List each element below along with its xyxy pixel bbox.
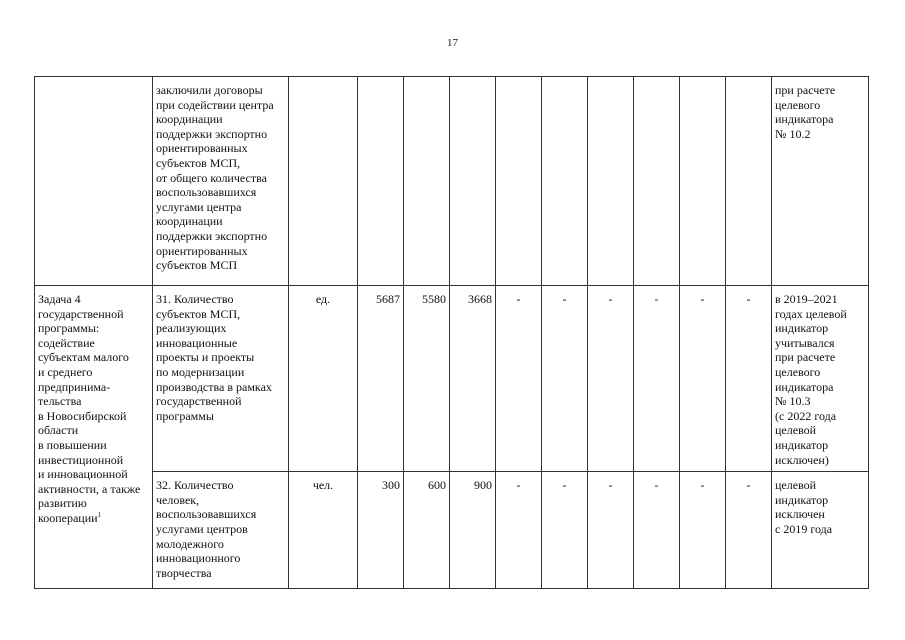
- note-cell: [772, 472, 869, 589]
- value-cell: 300: [358, 472, 404, 589]
- task-text: и инновационной: [38, 467, 128, 482]
- value-cell: -: [496, 286, 542, 472]
- indicator-text: 31. Количество: [156, 292, 234, 306]
- indicator-text: человек,: [156, 492, 200, 507]
- note-text: № 10.3: [775, 394, 811, 409]
- value-cell-empty: [634, 77, 680, 286]
- indicator-text: субъектов МСП: [156, 258, 238, 273]
- value-cell: -: [588, 472, 634, 589]
- task-text: тельства: [38, 394, 82, 409]
- value-cell: -: [680, 286, 726, 472]
- indicator-cell: [153, 472, 289, 589]
- task-cell-empty: [35, 77, 153, 286]
- indicator-text: производства в рамках: [156, 379, 272, 394]
- note-text: индикатора: [775, 112, 834, 127]
- indicator-text: субъектов МСП,: [156, 155, 241, 170]
- value-cell-empty: [404, 77, 450, 286]
- value-cell: 5687: [358, 286, 404, 472]
- value-cell-empty: [358, 77, 404, 286]
- note-text: при расчете: [775, 350, 836, 365]
- indicator-text: поддержки экспортно: [156, 228, 268, 243]
- task-text: кооперации: [38, 510, 98, 525]
- task-text: активности, а также: [38, 481, 141, 496]
- note-text: целевой: [775, 423, 817, 438]
- value-cell: -: [496, 472, 542, 589]
- indicator-text: субъектов МСП,: [156, 306, 241, 321]
- task-text: программы:: [38, 321, 100, 336]
- page-number: 17: [447, 37, 458, 49]
- note-text: № 10.2: [775, 126, 811, 141]
- indicator-text: инновационного: [156, 551, 241, 566]
- table-row-32: [35, 472, 869, 589]
- indicator-text: заключили договоры: [156, 83, 263, 97]
- indicator-text: воспользовавшихся: [156, 507, 257, 522]
- task-cell: [35, 286, 153, 589]
- task-text: инвестиционной: [38, 452, 124, 467]
- indicator-text: молодежного: [156, 536, 224, 551]
- value-cell: 3668: [450, 286, 496, 472]
- unit-cell-empty: [289, 77, 358, 286]
- indicator-text: услугами центра: [156, 199, 242, 214]
- indicator-text: государственной: [156, 394, 242, 409]
- value-cell-empty: [496, 77, 542, 286]
- note-text: исключен: [775, 507, 825, 522]
- indicator-cell: [153, 286, 289, 472]
- note-text: индикатор: [775, 437, 829, 452]
- task-text: предпринима-: [38, 379, 111, 394]
- indicator-text: координации: [156, 214, 223, 229]
- indicator-text: 32. Количество: [156, 478, 234, 493]
- task-text: содействие: [38, 335, 95, 350]
- value-cell-empty: [450, 77, 496, 286]
- note-text: годах целевой: [775, 306, 847, 321]
- indicator-text: воспользовавшихся: [156, 185, 257, 200]
- note-text: исключен): [775, 452, 829, 467]
- value-cell: -: [634, 286, 680, 472]
- indicator-text: творчества: [156, 565, 212, 580]
- note-text: индикатора: [775, 379, 834, 394]
- value-cell-empty: [588, 77, 634, 286]
- task-text: государственной: [38, 306, 124, 321]
- value-cell: -: [588, 286, 634, 472]
- note-text: (с 2022 года: [775, 408, 837, 423]
- note-text: индикатор: [775, 492, 829, 507]
- indicator-text: поддержки экспортно: [156, 126, 268, 141]
- indicator-text: ориентированных: [156, 243, 248, 258]
- table-row-continued: [35, 77, 869, 286]
- note-text: при расчете: [775, 83, 836, 97]
- indicators-table: [34, 76, 869, 589]
- note-text: с 2019 года: [775, 521, 833, 536]
- indicator-text: услугами центров: [156, 521, 248, 536]
- note-cell: [772, 286, 869, 472]
- value-cell-empty: [726, 77, 772, 286]
- value-cell: 600: [404, 472, 450, 589]
- indicator-text: инновационные: [156, 335, 238, 350]
- indicator-text: ориентированных: [156, 141, 248, 156]
- value-cell: -: [680, 472, 726, 589]
- note-text: учитывался: [775, 335, 835, 350]
- note-text: целевого: [775, 97, 821, 112]
- indicator-text: реализующих: [156, 321, 227, 336]
- value-cell-empty: [680, 77, 726, 286]
- footnote-mark: 1: [97, 510, 102, 519]
- note-text: целевого: [775, 364, 821, 379]
- indicator-text: координации: [156, 112, 223, 127]
- unit-cell: чел.: [289, 472, 358, 589]
- note-text: целевой: [775, 478, 817, 493]
- value-cell: 900: [450, 472, 496, 589]
- note-text: в 2019–2021: [775, 292, 838, 306]
- table-row-31: [35, 286, 869, 472]
- task-text: Задача 4: [38, 292, 81, 306]
- value-cell: -: [726, 472, 772, 589]
- task-text: в повышении: [38, 437, 107, 452]
- note-text: индикатор: [775, 321, 829, 336]
- task-text: субъектам малого: [38, 350, 129, 365]
- indicator-text: по модернизации: [156, 364, 245, 379]
- value-cell: -: [634, 472, 680, 589]
- indicator-text: при содействии центра: [156, 97, 274, 112]
- indicator-text: программы: [156, 408, 214, 423]
- task-text: развитию: [38, 496, 87, 511]
- task-text: области: [38, 423, 79, 438]
- task-text: и среднего: [38, 364, 93, 379]
- task-text: в Новосибирской: [38, 408, 127, 423]
- value-cell-empty: [542, 77, 588, 286]
- indicator-cell: [153, 77, 289, 286]
- indicator-text: от общего количества: [156, 170, 267, 185]
- value-cell: -: [542, 286, 588, 472]
- value-cell: -: [726, 286, 772, 472]
- value-cell: -: [542, 472, 588, 589]
- unit-cell: ед.: [289, 286, 358, 472]
- indicator-text: проекты и проекты: [156, 350, 255, 365]
- note-cell: [772, 77, 869, 286]
- value-cell: 5580: [404, 286, 450, 472]
